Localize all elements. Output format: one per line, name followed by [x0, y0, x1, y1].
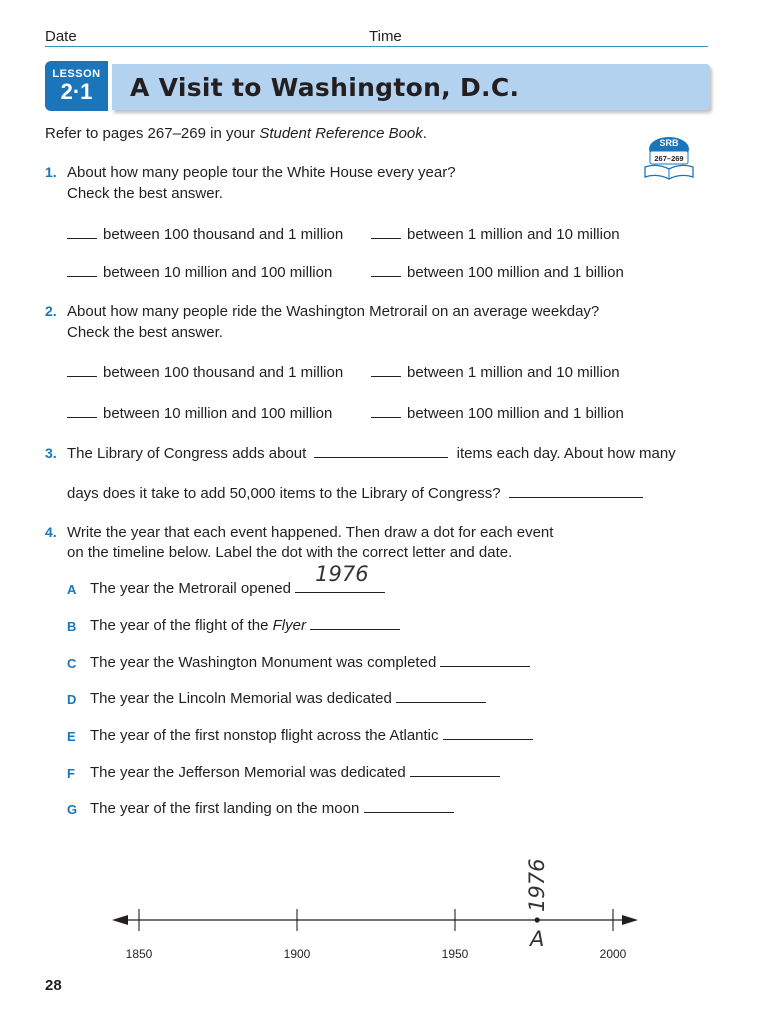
q2-text-line1: About how many people ride the Washington Metrorail on an average weekday? [67, 303, 600, 320]
q1-option-3[interactable] [67, 262, 332, 281]
q1-number: 1. [45, 164, 57, 180]
timeline[interactable] [0, 840, 768, 970]
q1-option-4[interactable] [371, 262, 624, 281]
event-a-handwritten-answer: 1976 [315, 562, 369, 586]
q3-text-line2 [67, 483, 643, 504]
header-rule [45, 46, 708, 47]
event-a-text: The year the Metrorail opened [90, 580, 291, 597]
timeline-dot-letter: A [529, 927, 545, 951]
event-g-letter: G [67, 802, 78, 817]
timeline-right-arrow [622, 915, 638, 925]
q2-option-4-label: between 100 million and 1 billion [407, 405, 624, 422]
lesson-badge [45, 61, 108, 111]
q1-option-2[interactable] [371, 224, 620, 243]
event-e-letter: E [67, 729, 76, 744]
q2-option-1-label: between 100 thousand and 1 million [103, 364, 344, 381]
q2-option-3-label: between 10 million and 100 million [103, 405, 333, 422]
time-label: Time [369, 28, 402, 45]
date-label: Date [45, 28, 77, 45]
q2-option-3[interactable] [67, 403, 332, 422]
check-blank[interactable] [67, 262, 97, 277]
timeline-left-arrow [112, 915, 128, 925]
event-d-text: The year the Lincoln Memorial was dedicated [90, 690, 392, 707]
intro-text [45, 123, 427, 144]
q2-option-4[interactable] [371, 403, 624, 422]
q4-number: 4. [45, 524, 57, 540]
srb-book-icon [642, 133, 696, 183]
event-f-text: The year the Jefferson Memorial was dedicated [90, 764, 406, 781]
check-blank[interactable] [371, 362, 401, 377]
q3-items-answer-blank[interactable] [314, 443, 448, 458]
q3-text-part2: items each day. About how many [456, 445, 676, 462]
check-blank[interactable] [371, 224, 401, 239]
event-e [90, 725, 533, 746]
event-a-letter: A [67, 582, 77, 597]
q1-option-4-label: between 100 million and 1 billion [407, 264, 624, 281]
q2-number: 2. [45, 303, 57, 319]
timeline-tick-label: 2000 [599, 947, 627, 961]
q1-option-3-label: between 10 million and 100 million [103, 264, 333, 281]
event-c-letter: C [67, 656, 77, 671]
q2-option-2-label: between 1 million and 10 million [407, 364, 620, 381]
q1-option-1[interactable] [67, 224, 343, 243]
timeline-dot [535, 917, 540, 922]
event-c [90, 652, 530, 673]
lesson-number: 2·1 [60, 79, 93, 104]
check-blank[interactable] [67, 224, 97, 239]
event-d [90, 688, 486, 709]
q3-text-part1: The Library of Congress adds about [67, 445, 307, 462]
intro-suffix: . [422, 125, 427, 142]
event-d-letter: D [67, 692, 77, 707]
check-blank[interactable] [67, 403, 97, 418]
intro-prefix: Refer to pages 267–269 in your [45, 125, 260, 142]
q1-option-1-label: between 100 thousand and 1 million [103, 226, 344, 243]
event-b-text: The year of the flight of the [90, 617, 273, 634]
srb-label: SRB [659, 138, 679, 148]
timeline-tick-label: 1850 [125, 947, 153, 961]
page-number: 28 [45, 977, 62, 994]
q2-option-2[interactable] [371, 362, 620, 381]
q1-option-2-label: between 1 million and 10 million [407, 226, 620, 243]
intro-book: Student Reference Book [259, 125, 423, 142]
q3-days-answer-blank[interactable] [509, 483, 643, 498]
q1-text-line1: About how many people tour the White House every year? [67, 164, 456, 181]
check-blank[interactable] [371, 262, 401, 277]
event-a [90, 562, 385, 599]
q2-text-line2: Check the best answer. [67, 324, 223, 341]
event-c-text: The year the Washington Monument was completed [90, 654, 437, 671]
event-e-answer-blank[interactable] [443, 725, 533, 740]
event-b-italic: Flyer [272, 617, 306, 634]
check-blank[interactable] [371, 403, 401, 418]
event-a-answer-blank[interactable] [295, 562, 385, 593]
event-e-text: The year of the first nonstop flight across the Atlantic [90, 727, 439, 744]
lesson-word: LESSON [52, 68, 101, 80]
event-b-answer-blank[interactable] [310, 615, 400, 630]
event-g [90, 798, 454, 819]
event-f [90, 762, 500, 783]
timeline-dot-year: 1976 [525, 858, 550, 912]
event-g-answer-blank[interactable] [364, 798, 454, 813]
event-d-answer-blank[interactable] [396, 688, 486, 703]
event-b [90, 615, 400, 636]
event-f-answer-blank[interactable] [410, 762, 500, 777]
q3-text-part3: days does it take to add 50,000 items to the Library of Congress? [67, 485, 501, 502]
timeline-tick-label: 1900 [283, 947, 311, 961]
event-b-letter: B [67, 619, 77, 634]
page-title: A Visit to Washington, D.C. [130, 73, 520, 102]
q2-option-1[interactable] [67, 362, 343, 381]
q4-text-line1: Write the year that each event happened. Then draw a dot for each event [67, 524, 554, 541]
event-c-answer-blank[interactable] [440, 652, 530, 667]
q1-text-line2: Check the best answer. [67, 185, 223, 202]
q3-number: 3. [45, 445, 57, 461]
srb-pages: 267–269 [654, 154, 684, 163]
q4-text-line2: on the timeline below. Label the dot with the correct letter and date. [67, 544, 513, 561]
event-g-text: The year of the first landing on the moon [90, 800, 360, 817]
check-blank[interactable] [67, 362, 97, 377]
q3-text-line1 [67, 443, 676, 464]
event-f-letter: F [67, 766, 75, 781]
timeline-tick-label: 1950 [441, 947, 469, 961]
